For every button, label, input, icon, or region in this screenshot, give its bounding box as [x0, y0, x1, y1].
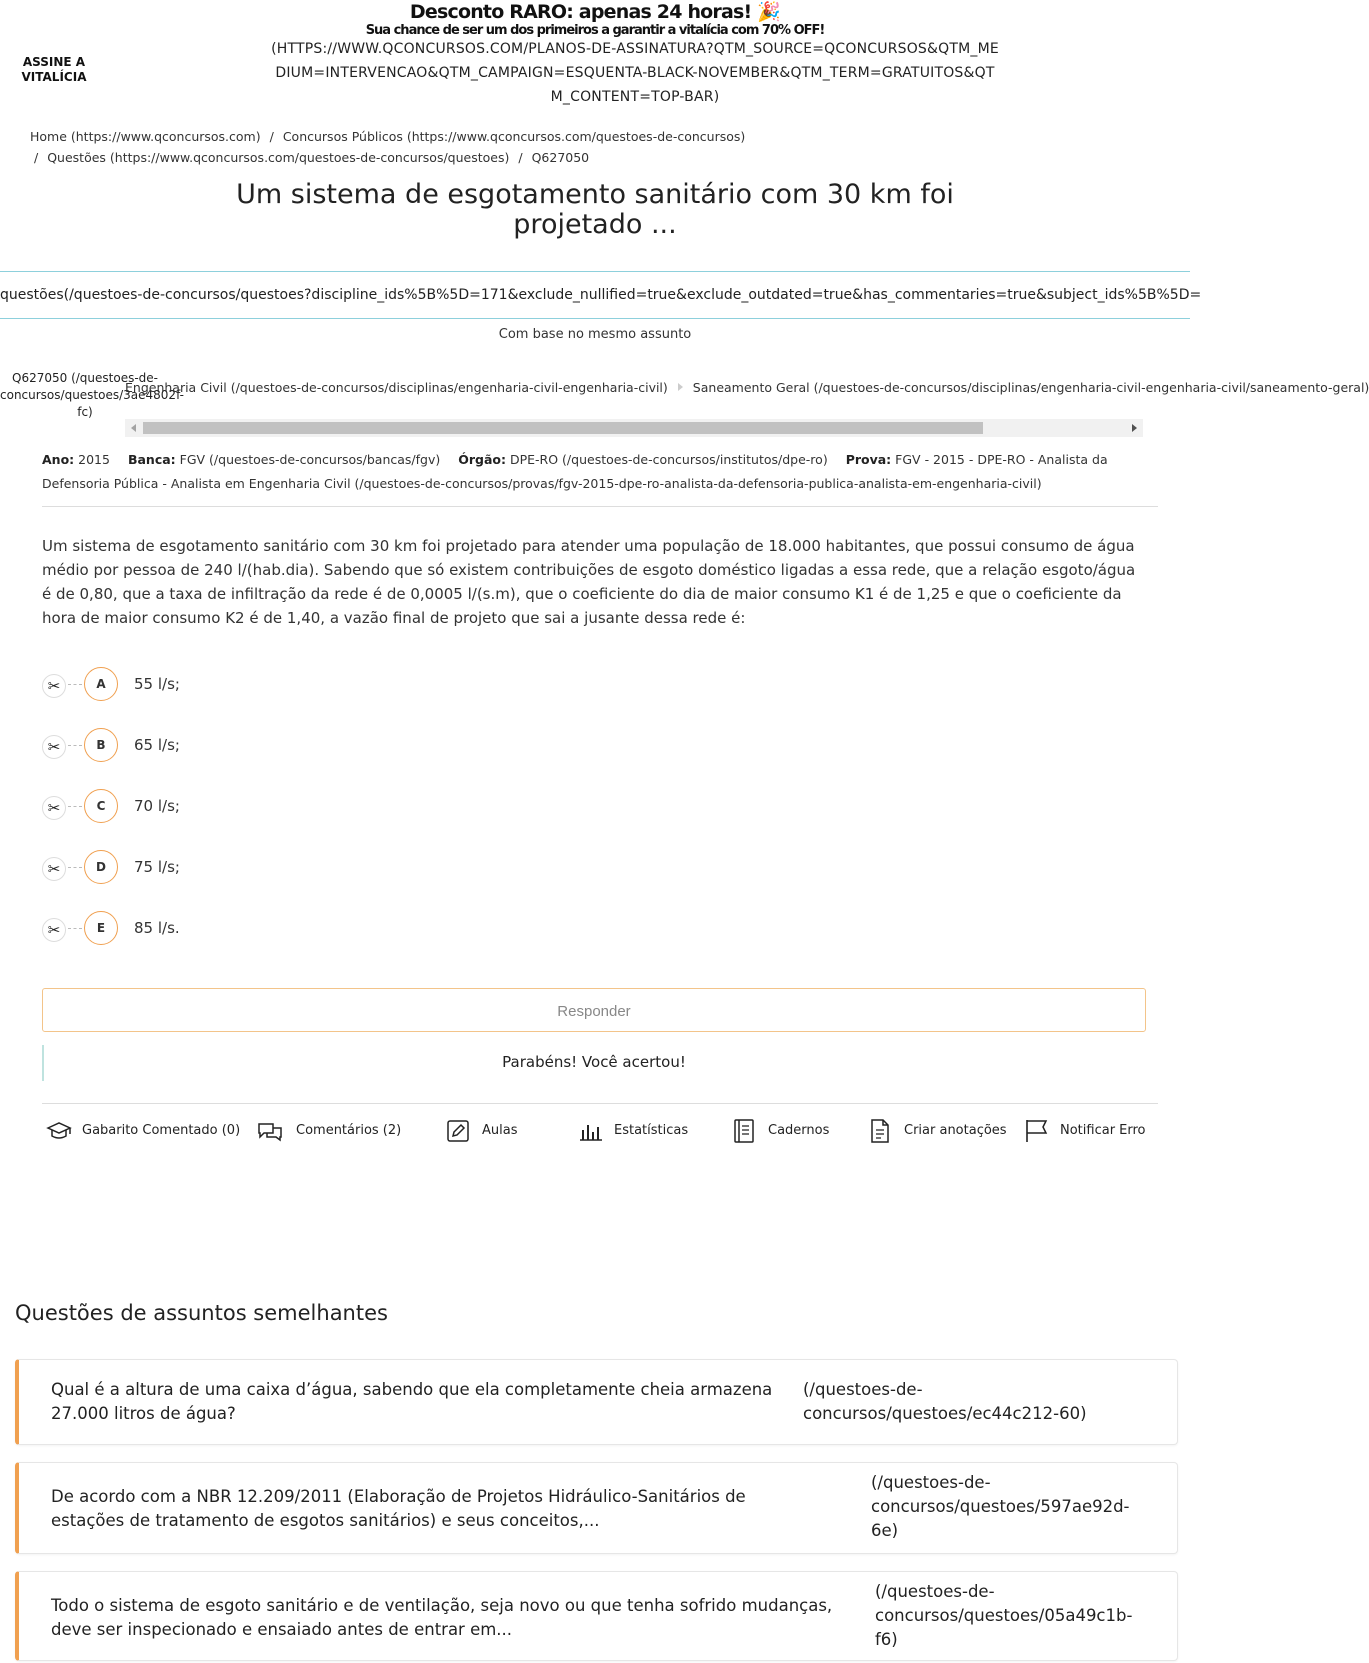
filter-questions-link[interactable]: questões(/questoes-de-concursos/questoes?discipline_ids%5B%5D=171&exclude_nullified=true&exclude_outdated=true&has_commentaries=true&subject_ids%5B%5D=	[0, 287, 1202, 303]
question-toolbar	[42, 1116, 1158, 1146]
alternative-b[interactable]	[42, 728, 742, 764]
document-icon	[868, 1119, 892, 1143]
promo-subtitle: Sua chance de ser um dos primeiros a garantir a vitalícia com 70% OFF!	[365, 23, 825, 38]
alternative-letter[interactable]: E	[84, 911, 118, 945]
breadcrumb-separator: /	[34, 150, 39, 165]
similar-question-card[interactable]	[15, 1359, 1178, 1445]
breadcrumb-separator: /	[269, 129, 274, 144]
chevron-right-icon	[678, 383, 683, 391]
breadcrumb-home[interactable]: Home (https://www.qconcursos.com)	[30, 129, 261, 144]
similar-question-link[interactable]: (/questoes-de-concursos/questoes/ec44c212-60)	[803, 1380, 1087, 1423]
flag-icon	[1024, 1119, 1050, 1143]
responder-button[interactable]: Responder	[42, 988, 1146, 1032]
notebook-icon	[732, 1119, 756, 1143]
comments-icon	[256, 1119, 284, 1143]
scissors-icon[interactable]: ✂	[42, 796, 66, 820]
similar-question-card[interactable]	[15, 1462, 1178, 1554]
alternative-c[interactable]	[42, 789, 742, 825]
similar-question-link[interactable]: (/questoes-de-concursos/questoes/05a49c1b-f6)	[875, 1582, 1133, 1649]
alternative-letter[interactable]: A	[84, 667, 118, 701]
cadernos-label: Cadernos	[768, 1123, 830, 1138]
breadcrumb-current: Q627050	[531, 150, 590, 165]
subject-link[interactable]: Saneamento Geral (/questoes-de-concursos/disciplinas/engenharia-civil-engenharia-civil/saneamento-geral)	[692, 380, 1369, 395]
alternative-letter[interactable]: C	[84, 789, 118, 823]
prova-label: Prova:	[845, 452, 892, 467]
breadcrumb	[30, 126, 750, 168]
similar-question-text[interactable]: Qual é a altura de uma caixa d’água, sabendo que ela completamente cheia armazena 27.000 litros de água?	[51, 1380, 773, 1423]
scroll-left-arrow-icon[interactable]	[131, 424, 136, 432]
similar-question-card[interactable]	[15, 1571, 1178, 1661]
alternative-a[interactable]	[42, 667, 742, 703]
question-meta	[42, 448, 1152, 496]
alternative-letter[interactable]: B	[84, 728, 118, 762]
gabarito-label: Gabarito Comentado (0)	[82, 1123, 241, 1138]
same-subject-label: Com base no mesmo assunto	[498, 327, 692, 342]
ano-value: 2015	[78, 452, 110, 467]
scrollbar-thumb[interactable]	[143, 422, 983, 434]
question-statement: Um sistema de esgotamento sanitário com 30 km foi projetado para atender uma população de 18.000 habitantes, que possui consumo de água médio por pessoa de 240 l/(hab.dia). Sabendo que só existem contribuições de esgoto doméstico ligadas a essa rede, que a relação esgoto/água é de 0,80, que a taxa de infiltração da rede é de 0,0005 l/(s.m), que o coeficiente do dia de maior consumo K1 é de 1,25 e que o coeficiente da hora de maior consumo K2 é de 1,40, a vazão final de projeto que sai a jusante dessa rede é:	[42, 537, 1136, 627]
scissors-icon[interactable]: ✂	[42, 735, 66, 759]
feedback-message: Parabéns! Você acertou!	[42, 1045, 1144, 1081]
estatisticas-label: Estatísticas	[614, 1123, 689, 1138]
aulas-label: Aulas	[482, 1123, 518, 1138]
scroll-right-arrow-icon[interactable]	[1132, 424, 1137, 432]
bar-chart-icon	[578, 1119, 604, 1143]
banca-label: Banca:	[127, 452, 176, 467]
alternative-text[interactable]: 65 l/s;	[134, 736, 180, 754]
similar-questions-title: Questões de assuntos semelhantes	[15, 1301, 388, 1325]
scissors-icon[interactable]: ✂	[42, 674, 66, 698]
similar-question-text[interactable]: Todo o sistema de esgoto sanitário e de ventilação, seja novo ou que tenha sofrido mudanças, deve ser inspecionado e ensaiado antes de entrar em...	[51, 1596, 833, 1639]
comentarios-label: Comentários (2)	[296, 1123, 402, 1138]
alternative-text[interactable]: 70 l/s;	[134, 797, 180, 815]
promo-bar	[0, 0, 1190, 105]
similar-question-link[interactable]: (/questoes-de-concursos/questoes/597ae92d-6e)	[871, 1473, 1130, 1540]
alternative-text[interactable]: 85 l/s.	[134, 919, 180, 937]
divider	[42, 506, 1158, 507]
promo-plans-link[interactable]: (HTTPS://WWW.QCONCURSOS.COM/PLANOS-DE-ASSINATURA?QTM_SOURCE=QCONCURSOS&QTM_MEDIUM=INTERVENCAO&QTM_CAMPAIGN=ESQUENTA-BLACK-NOVEMBER&QTM_TERM=GRATUITOS&QTM_CONTENT=TOP-BAR)	[271, 41, 999, 105]
banca-link[interactable]: FGV (/questoes-de-concursos/bancas/fgv)	[179, 452, 441, 467]
alternative-d[interactable]	[42, 850, 742, 886]
filter-bar	[0, 271, 1202, 319]
horizontal-scrollbar[interactable]	[125, 419, 1143, 437]
ano-label: Ano:	[42, 452, 75, 467]
breadcrumb-concursos[interactable]: Concursos Públicos (https://www.qconcursos.com/questoes-de-concursos)	[282, 129, 746, 144]
assine-vitalicia-button[interactable]: ASSINE A VITALÍCIA	[21, 55, 87, 84]
subject-path	[125, 380, 1369, 400]
divider	[42, 1103, 1158, 1104]
question-id-link[interactable]: Q627050 (/questoes-de-concursos/questoes/3ae4802f-fc)	[0, 371, 184, 419]
discipline-link[interactable]: Engenharia Civil (/questoes-de-concursos/disciplinas/engenharia-civil-engenharia-civil)	[125, 380, 668, 395]
graduation-cap-icon	[46, 1119, 72, 1143]
alternative-text[interactable]: 55 l/s;	[134, 675, 180, 693]
anotacoes-label: Criar anotações	[904, 1123, 1007, 1138]
notificar-label: Notificar Erro	[1060, 1123, 1146, 1138]
breadcrumb-separator: /	[518, 150, 523, 165]
breadcrumb-questoes[interactable]: Questões (https://www.qconcursos.com/questoes-de-concursos/questoes)	[47, 150, 510, 165]
orgao-label: Órgão:	[458, 452, 506, 467]
page-title: Um sistema de esgotamento sanitário com 30 km foi projetado ...	[236, 179, 954, 240]
similar-question-text[interactable]: De acordo com a NBR 12.209/2011 (Elaboração de Projetos Hidráulico-Sanitários de estações de tratamento de esgotos sanitários) e seus conceitos,...	[51, 1487, 746, 1530]
orgao-link[interactable]: DPE-RO (/questoes-de-concursos/institutos/dpe-ro)	[509, 452, 828, 467]
prova-link[interactable]: FGV - 2015 - DPE-RO - Analista da Defensoria Pública - Analista em Engenharia Civil (/questoes-de-concursos/provas/fgv-2015-dpe-ro-analista-da-defensoria-publica-analista-em-engenharia-civil)	[42, 452, 1108, 491]
alternative-e[interactable]	[42, 911, 742, 947]
scissors-icon[interactable]: ✂	[42, 857, 66, 881]
alternative-letter[interactable]: D	[84, 850, 118, 884]
alternative-text[interactable]: 75 l/s;	[134, 858, 180, 876]
promo-title: Desconto RARO: apenas 24 horas! 🎉	[409, 1, 781, 23]
scissors-icon[interactable]: ✂	[42, 918, 66, 942]
edit-icon	[446, 1119, 470, 1143]
